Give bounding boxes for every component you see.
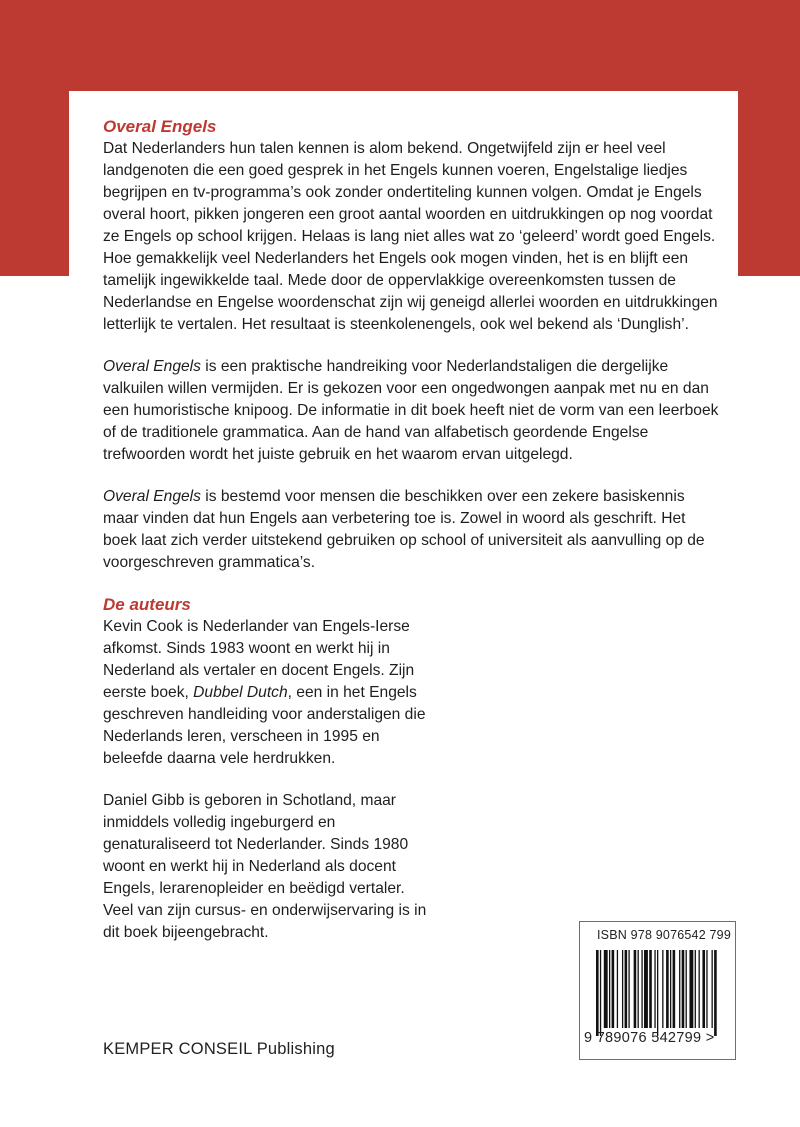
barcode-bar [612, 950, 615, 1028]
barcode-bar [699, 950, 700, 1028]
barcode-bar [654, 950, 655, 1028]
book-title-italic: Overal Engels [103, 488, 201, 505]
barcode-bar [666, 950, 669, 1028]
barcode-bar [600, 950, 601, 1036]
barcode-bar [609, 950, 610, 1028]
barcode-digits: 9 789076 542799 > [584, 1030, 715, 1046]
barcode-bar [712, 950, 713, 1028]
barcode-bar [604, 950, 608, 1028]
barcode-bar [682, 950, 685, 1028]
isbn-barcode [579, 921, 736, 1060]
barcode-bar [702, 950, 705, 1028]
barcode-bar [686, 950, 687, 1028]
barcode-bar [617, 950, 618, 1028]
barcode-bar [622, 950, 623, 1028]
intro-paragraph: Dat Nederlanders hun talen kennen is alom bekend. Ongetwijfeld zijn er heel veel landgenoten die een goed gesprek in het Engels kunnen voeren, Engelstalige liedjes begrijpen en tv-programma’s ook zonder ondertiteling kunnen volgen. Omdat je Engels overal hoort, pikken jongeren een groot aantal woorden en uitdrukkingen op nog voordat ze Engels op school krijgen. Helaas is lang niet alles wat zo ‘geleerd’ wordt goed Engels. Hoe gemakkelijk veel Nederlanders het Engels ook mogen vinden, het is en blijft een tamelijk ingewikkelde taal. Mede door de oppervlakkige overeenkomsten tussen de Nederlandse en Engelse woordenschat zijn wij geneigd allerlei woorden en uitdrukkingen letterlijk te vertalen. Het resultaat is steenkolenengels, ook wel bekend als ‘Dunglish’. [103, 140, 718, 333]
barcode-bar [662, 950, 663, 1028]
publisher-name [103, 1040, 335, 1059]
section-heading-overal-engels: Overal Engels [103, 117, 217, 136]
barcode-bar [673, 950, 676, 1028]
purpose-paragraph [103, 356, 723, 466]
author1-text-b: , een in het Engels geschreven handleiding voor anderstaligen die Nederlands leren, verscheen in 1995 en beleefde daarna vele herdrukken. [103, 684, 426, 767]
barcode-bar [657, 950, 658, 1036]
audience-paragraph [103, 486, 723, 574]
book-title-italic: Overal Engels [103, 358, 201, 375]
barcode-bar [714, 950, 717, 1036]
publisher-suffix: Publishing [251, 1040, 335, 1058]
barcode-bar [634, 950, 637, 1028]
author-bio-kevin-cook [103, 616, 433, 770]
barcode-bar [638, 950, 639, 1028]
barcode-bar [596, 950, 599, 1036]
authors-section [103, 594, 433, 944]
publisher-caps: KEMPER CONSEIL [103, 1040, 252, 1058]
author-bio-daniel-gibb: Daniel Gibb is geboren in Schotland, maar inmiddels volledig ingeburgerd en genaturaliseerd tot Nederlander. Sinds 1980 woont en werkt hij in Nederland als docent Engels, lerarenopleider en beëdigd vertaler. Veel van zijn cursus- en onderwijservaring is in dit boek bijeengebracht. [103, 792, 427, 941]
section-heading-auteurs: De auteurs [103, 595, 191, 614]
barcode-bar [625, 950, 628, 1028]
author1-book-title: Dubbel Dutch [193, 684, 288, 701]
barcode-bars [596, 950, 718, 1036]
audience-text: is bestemd voor mensen die beschikken over een zekere basiskennis maar vinden dat hun Engels aan verbetering toe is. Zowel in woord als geschrift. Het boek laat zich verder uitstekend gebruiken op school of universiteit als aanvulling op de voorgeschreven grammatica’s. [103, 488, 705, 571]
back-cover-text [103, 116, 723, 964]
barcode-bar [644, 950, 648, 1028]
author1-text-a: Kevin Cook is Nederlander van Engels-Ierse afkomst. Sinds 1983 woont en werkt hij in Nederland als vertaler en docent Engels. Zijn eerste boek, [103, 618, 415, 701]
barcode-bar [679, 950, 680, 1028]
purpose-text: is een praktische handreiking voor Nederlandstaligen die dergelijke valkuilen willen vermijden. Er is gekozen voor een ongedwongen aanpak met nu en dan een humoristische knipoog. De informatie in dit boek heeft niet de vorm van een leerboek of de traditionele grammatica. Aan de hand van alfabetisch geordende Engelse trefwoorden wordt het juiste gebruik en het waarom ervan uitgelegd. [103, 358, 719, 463]
barcode-bar [695, 950, 696, 1028]
barcode-bar [641, 950, 642, 1028]
isbn-label: ISBN 978 9076542 799 [597, 928, 731, 942]
barcode-bar [706, 950, 707, 1028]
barcode-bar [649, 950, 652, 1028]
barcode-bar [628, 950, 629, 1028]
barcode-bar [670, 950, 671, 1028]
barcode-bar [689, 950, 693, 1028]
